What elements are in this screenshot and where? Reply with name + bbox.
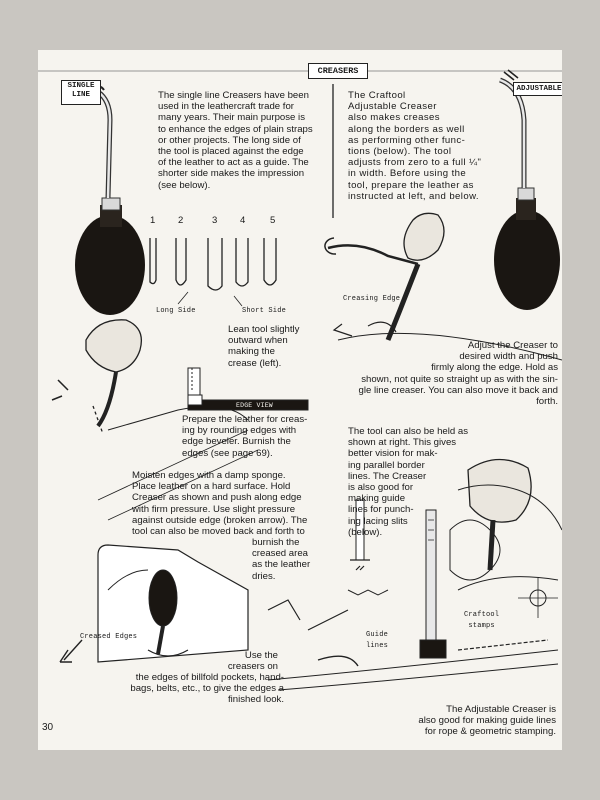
adjustable-guide-text: The Adjustable Creaser is also good for making guide lines for rope & geometric stamping. (418, 704, 556, 738)
craftool-stamps-label: Craftool stamps (464, 611, 500, 631)
single-line-description: The single line Creasers have been used in the leathercraft trade for many years. Their main purpose is to enhance the edges of plain straps or other projects. The long side of the tool is placed against the edge of the leather to act as a guide. The shorter side makes the impression (see below). (158, 90, 313, 191)
section-title: CREASERS (308, 63, 368, 79)
tool-held-text: The tool can also be held as shown at right. This gives better vision for mak- ing parallel border lines. The Creaser is also good for making guide lines for punch- ing lacing slits (below). (348, 426, 469, 538)
book-page (38, 50, 562, 750)
adjustable-creaser-description: The Craftool Adjustable Creaser also makes creases along the borders as well as performing other func- tions (below). The tool adjusts from zero to a full ¼" in width. Before using the tool, prepare the leather as instructed at left, and below. (348, 90, 482, 202)
tip-number-1: 1 (150, 215, 156, 226)
single-line-creaser-illustration (75, 86, 145, 315)
creasing-edge-label: Creasing Edge (343, 295, 401, 303)
single-line-label: SINGLE LINE (61, 80, 101, 105)
use-creasers-text-cont: the edges of billfold pockets, hand- bags, belts, etc., to give the edges a finished look. (130, 672, 284, 706)
guide-lines-label: Guide lines (366, 631, 389, 651)
short-side-label: Short Side (242, 307, 287, 315)
creaser-tips-diagram (150, 238, 276, 306)
creased-edges-label: Creased Edges (80, 633, 138, 641)
tip-number-5: 5 (270, 215, 276, 226)
moisten-edges-text-cont: burnish the creased area as the leather dries. (252, 537, 311, 582)
tip-number-2: 2 (178, 215, 184, 226)
moisten-edges-text: Moisten edges with a damp sponge. Place leather on a hard surface. Hold Creaser as shown and push along edge with firm pressure. Use slight pressure against outside edge (broken arrow). The tool can also be moved back and forth to (132, 470, 308, 538)
long-side-label: Long Side (156, 307, 196, 315)
page-number: 30 (42, 722, 54, 733)
tip-number-3: 3 (212, 215, 218, 226)
tip-number-4: 4 (240, 215, 246, 226)
use-creasers-text: Use the creasers on (227, 650, 278, 673)
edge-view-label: EDGE VIEW (236, 402, 273, 409)
prepare-leather-text: Prepare the leather for creas- ing by rounding edges with edge beveler. Burnish the edges (see page 69). (182, 414, 308, 459)
adjustable-label: ADJUSTABLE (513, 82, 562, 96)
lean-tool-text: Lean tool slightly outward when making the crease (left). (228, 324, 300, 369)
adjust-creaser-text: Adjust the Creaser to desired width and push firmly along the edge. Hold as shown, not quite so straight up as with the sin- gle line creaser. You can also move it back and forth. (358, 340, 558, 408)
billfold-illustration (60, 545, 248, 662)
